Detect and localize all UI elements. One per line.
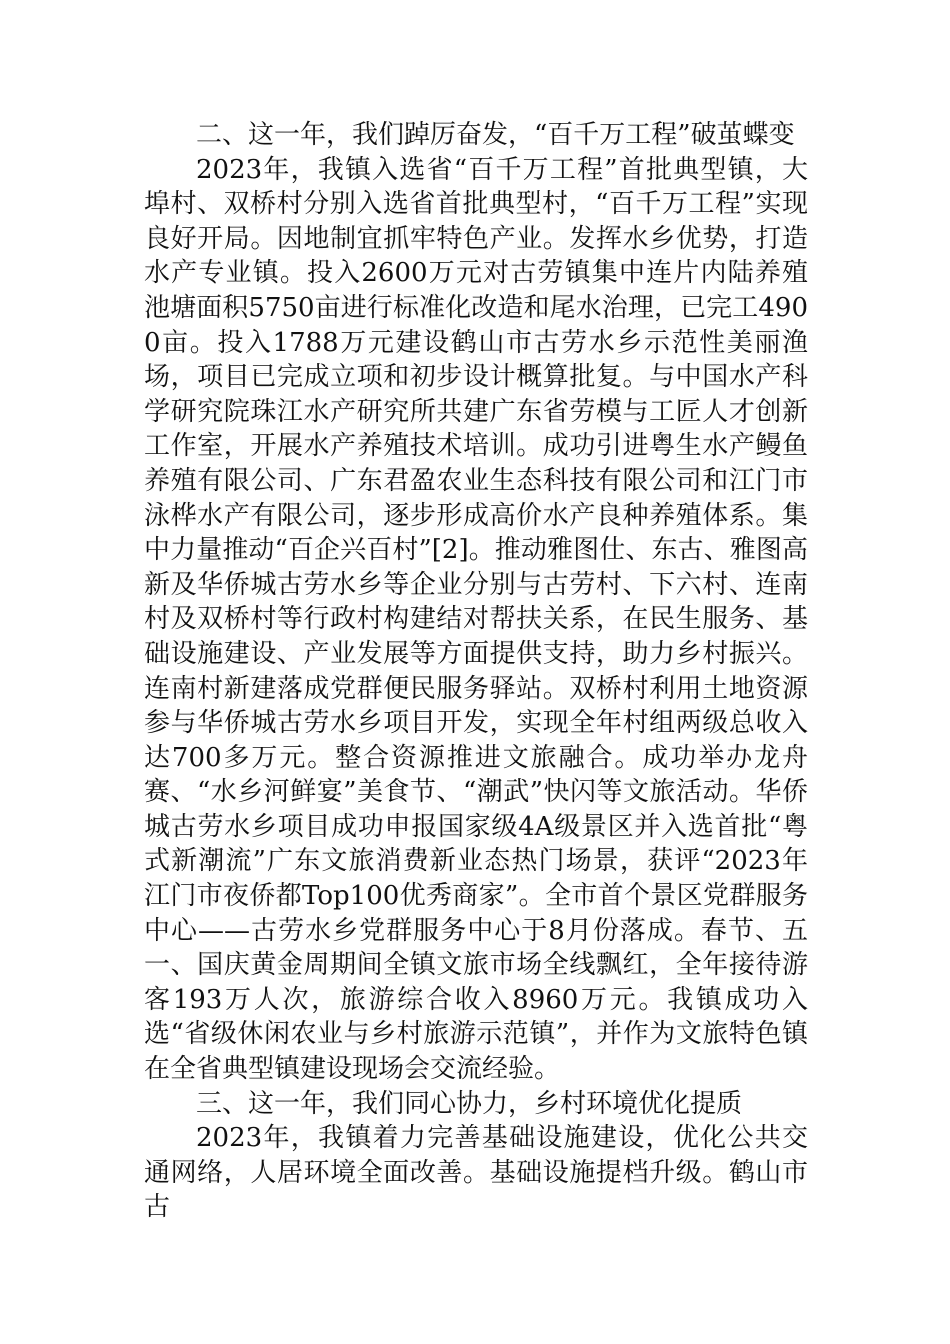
section-heading-3: 三、这一年，我们同心协力，乡村环境优化提质 <box>196 1088 743 1119</box>
document-page <box>144 118 808 1225</box>
body-paragraph-1: 2023年，我镇入选省“百千万工程”首批典型镇，大埠村、双桥村分别入选省首批典型村，“百千万工程”实现良好开局。因地制宜抓牢特色产业。发挥水乡优势，打造水产专业镇。投入2600万元对古劳镇集中连片内陆养殖池塘面积5750亩进行标准化改造和尾水治理，已完工4900亩。投入1788万元建设鹤山市古劳水乡示范性美丽渔场，项目已完成立项和初步设计概算批复。与中国水产科学研究院珠江水产研究所共建广东省劳模与工匠人才创新工作室，开展水产养殖技术培训。成功引进粤生水产鳗鱼养殖有限公司、广东君盈农业生态科技有限公司和江门市泳桦水产有限公司，逐步形成高价水产良种养殖体系。集中力量推动“百企兴百村”[2]。推动雅图仕、东古、雅图高新及华侨城古劳水乡等企业分别与古劳村、下六村、连南村及双桥村等行政村构建结对帮扶关系，在民生服务、基础设施建设、产业发展等方面提供支持，助力乡村振兴。连南村新建落成党群便民服务驿站。双桥村利用土地资源参与华侨城古劳水乡项目开发，实现全年村组两级总收入达700多万元。整合资源推进文旅融合。成功举办龙舟赛、“水乡河鲜宴”美食节、“潮武”快闪等文旅活动。华侨城古劳水乡项目成功申报国家级4A级景区并入选首批“粤式新潮流”广东文旅消费新业态热门场景，获评“2023年江门市夜侨都Top100优秀商家”。全市首个景区党群服务中心——古劳水乡党群服务中心于8月份落成。春节、五一、国庆黄金周期间全镇文旅市场全线飘红，全年接待游客193万人次，旅游综合收入8960万元。我镇成功入选“省级休闲农业与乡村旅游示范镇”，并作为文旅特色镇在全省典型镇建设现场会交流经验。 <box>144 154 808 1085</box>
section-heading-2: 二、这一年，我们踔厉奋发，“百千万工程”破茧蝶变 <box>196 120 795 150</box>
body-paragraph-2: 2023年，我镇着力完善基础设施建设，优化公共交通网络，人居环境全面改善。基础设施提档升级。鹤山市古 <box>144 1123 808 1223</box>
